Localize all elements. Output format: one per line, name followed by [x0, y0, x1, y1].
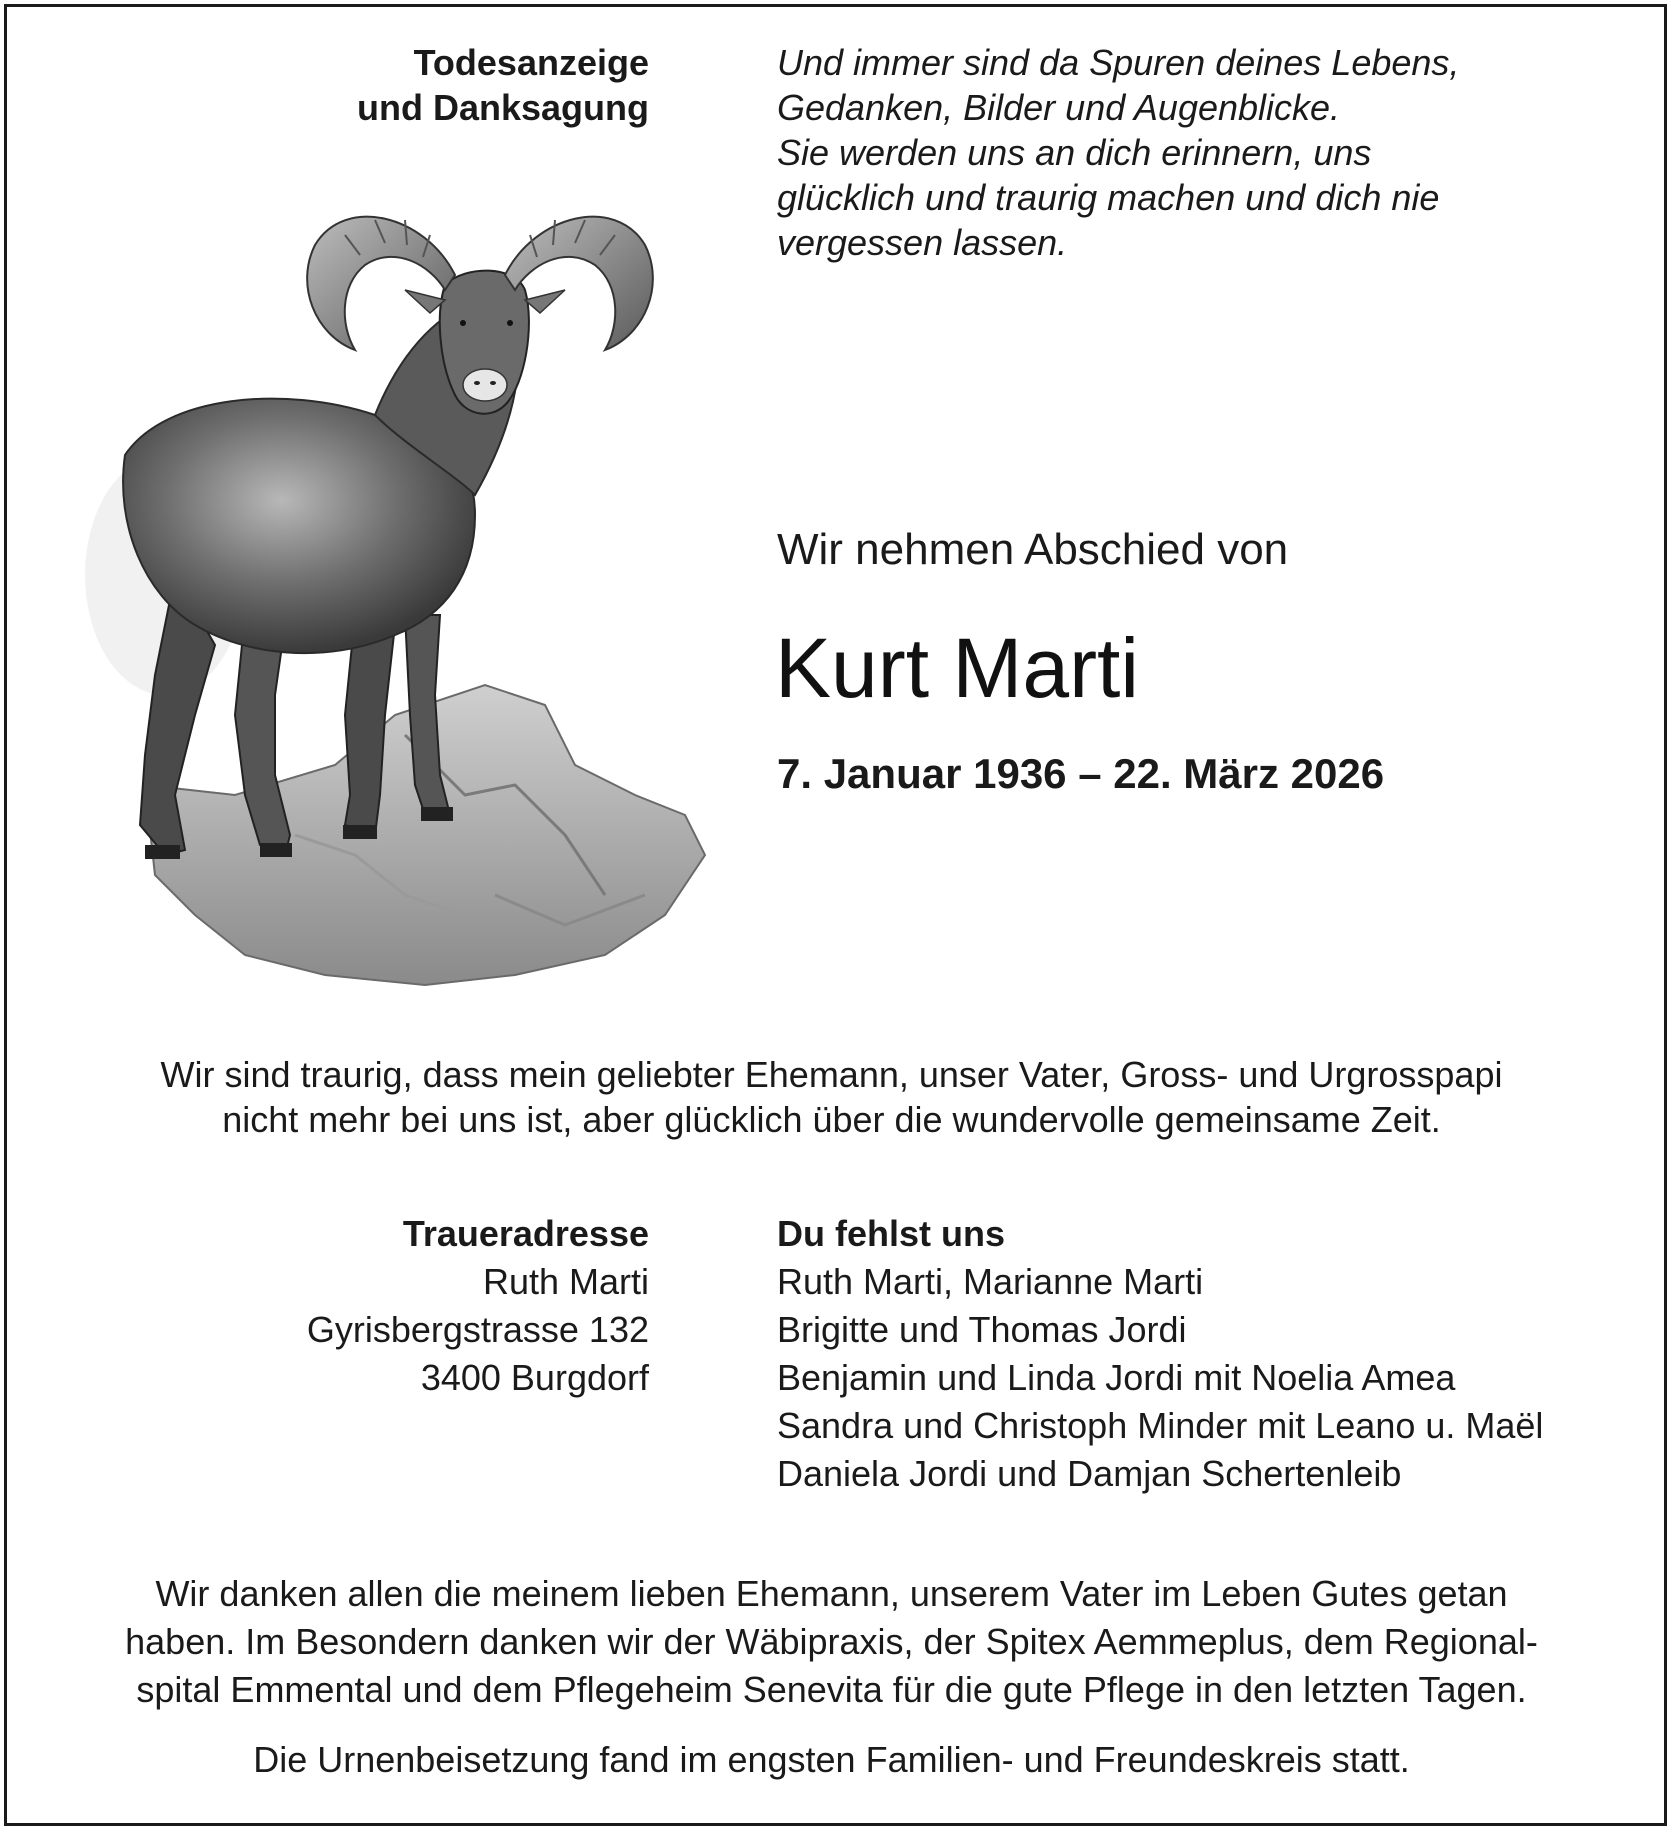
family-heading: Du fehlst uns	[777, 1213, 1006, 1254]
verse-line-4: glücklich und traurig machen und dich nie	[777, 177, 1440, 218]
verse-line-2: Gedanken, Bilder und Augenblicke.	[777, 87, 1341, 128]
address-line-2: Gyrisbergstrasse 132	[306, 1309, 649, 1350]
burial-note: Die Urnenbeisetzung fand im engsten Familien- und Freundeskreis statt.	[253, 1739, 1410, 1780]
memorial-verse	[777, 40, 1459, 265]
family-list	[777, 1210, 1543, 1498]
thanks-line-2: haben. Im Besondern danken wir der Wäbipraxis, der Spitex Aemmeplus, dem Regional-	[125, 1621, 1538, 1662]
thanks-line-1: Wir danken allen die meinem lieben Ehemann, unserem Vater im Leben Gutes getan	[155, 1573, 1508, 1614]
notice-type-line-2: und Danksagung	[356, 87, 649, 128]
family-member: Sandra und Christoph Minder mit Leano u. Maël	[777, 1405, 1544, 1446]
verse-line-3: Sie werden uns an dich erinnern, uns	[777, 132, 1372, 173]
address-line-1: Ruth Marti	[482, 1261, 649, 1302]
thanks-paragraph	[50, 1570, 1613, 1714]
verse-line-1: Und immer sind da Spuren deines Lebens,	[777, 42, 1460, 83]
farewell-intro: Wir nehmen Abschied von	[777, 525, 1289, 574]
family-message	[60, 1052, 1603, 1142]
message-line-2: nicht mehr bei uns ist, aber glücklich über die wundervolle gemeinsame Zeit.	[222, 1099, 1441, 1140]
family-member: Brigitte und Thomas Jordi	[777, 1309, 1187, 1350]
family-member: Ruth Marti, Marianne Marti	[777, 1261, 1204, 1302]
address-heading: Traueradresse	[402, 1213, 649, 1254]
ibex-on-rock-drawing	[45, 195, 750, 995]
verse-line-5: vergessen lassen.	[777, 222, 1068, 263]
message-line-1: Wir sind traurig, dass mein geliebter Ehemann, unser Vater, Gross- und Urgrosspapi	[160, 1054, 1503, 1095]
family-member: Daniela Jordi und Damjan Schertenleib	[777, 1453, 1402, 1494]
notice-type-line-1: Todesanzeige	[413, 42, 649, 83]
family-member: Benjamin und Linda Jordi mit Noelia Amea	[777, 1357, 1456, 1398]
address-line-3: 3400 Burgdorf	[420, 1357, 649, 1398]
thanks-line-3: spital Emmental und dem Pflegeheim Senevita für die gute Pflege in den letzten Tagen.	[136, 1669, 1527, 1710]
life-dates: 7. Januar 1936 – 22. März 2026	[777, 750, 1385, 797]
notice-type-label	[357, 40, 649, 130]
deceased-name: Kurt Marti	[775, 621, 1140, 715]
mourning-address	[307, 1210, 649, 1402]
